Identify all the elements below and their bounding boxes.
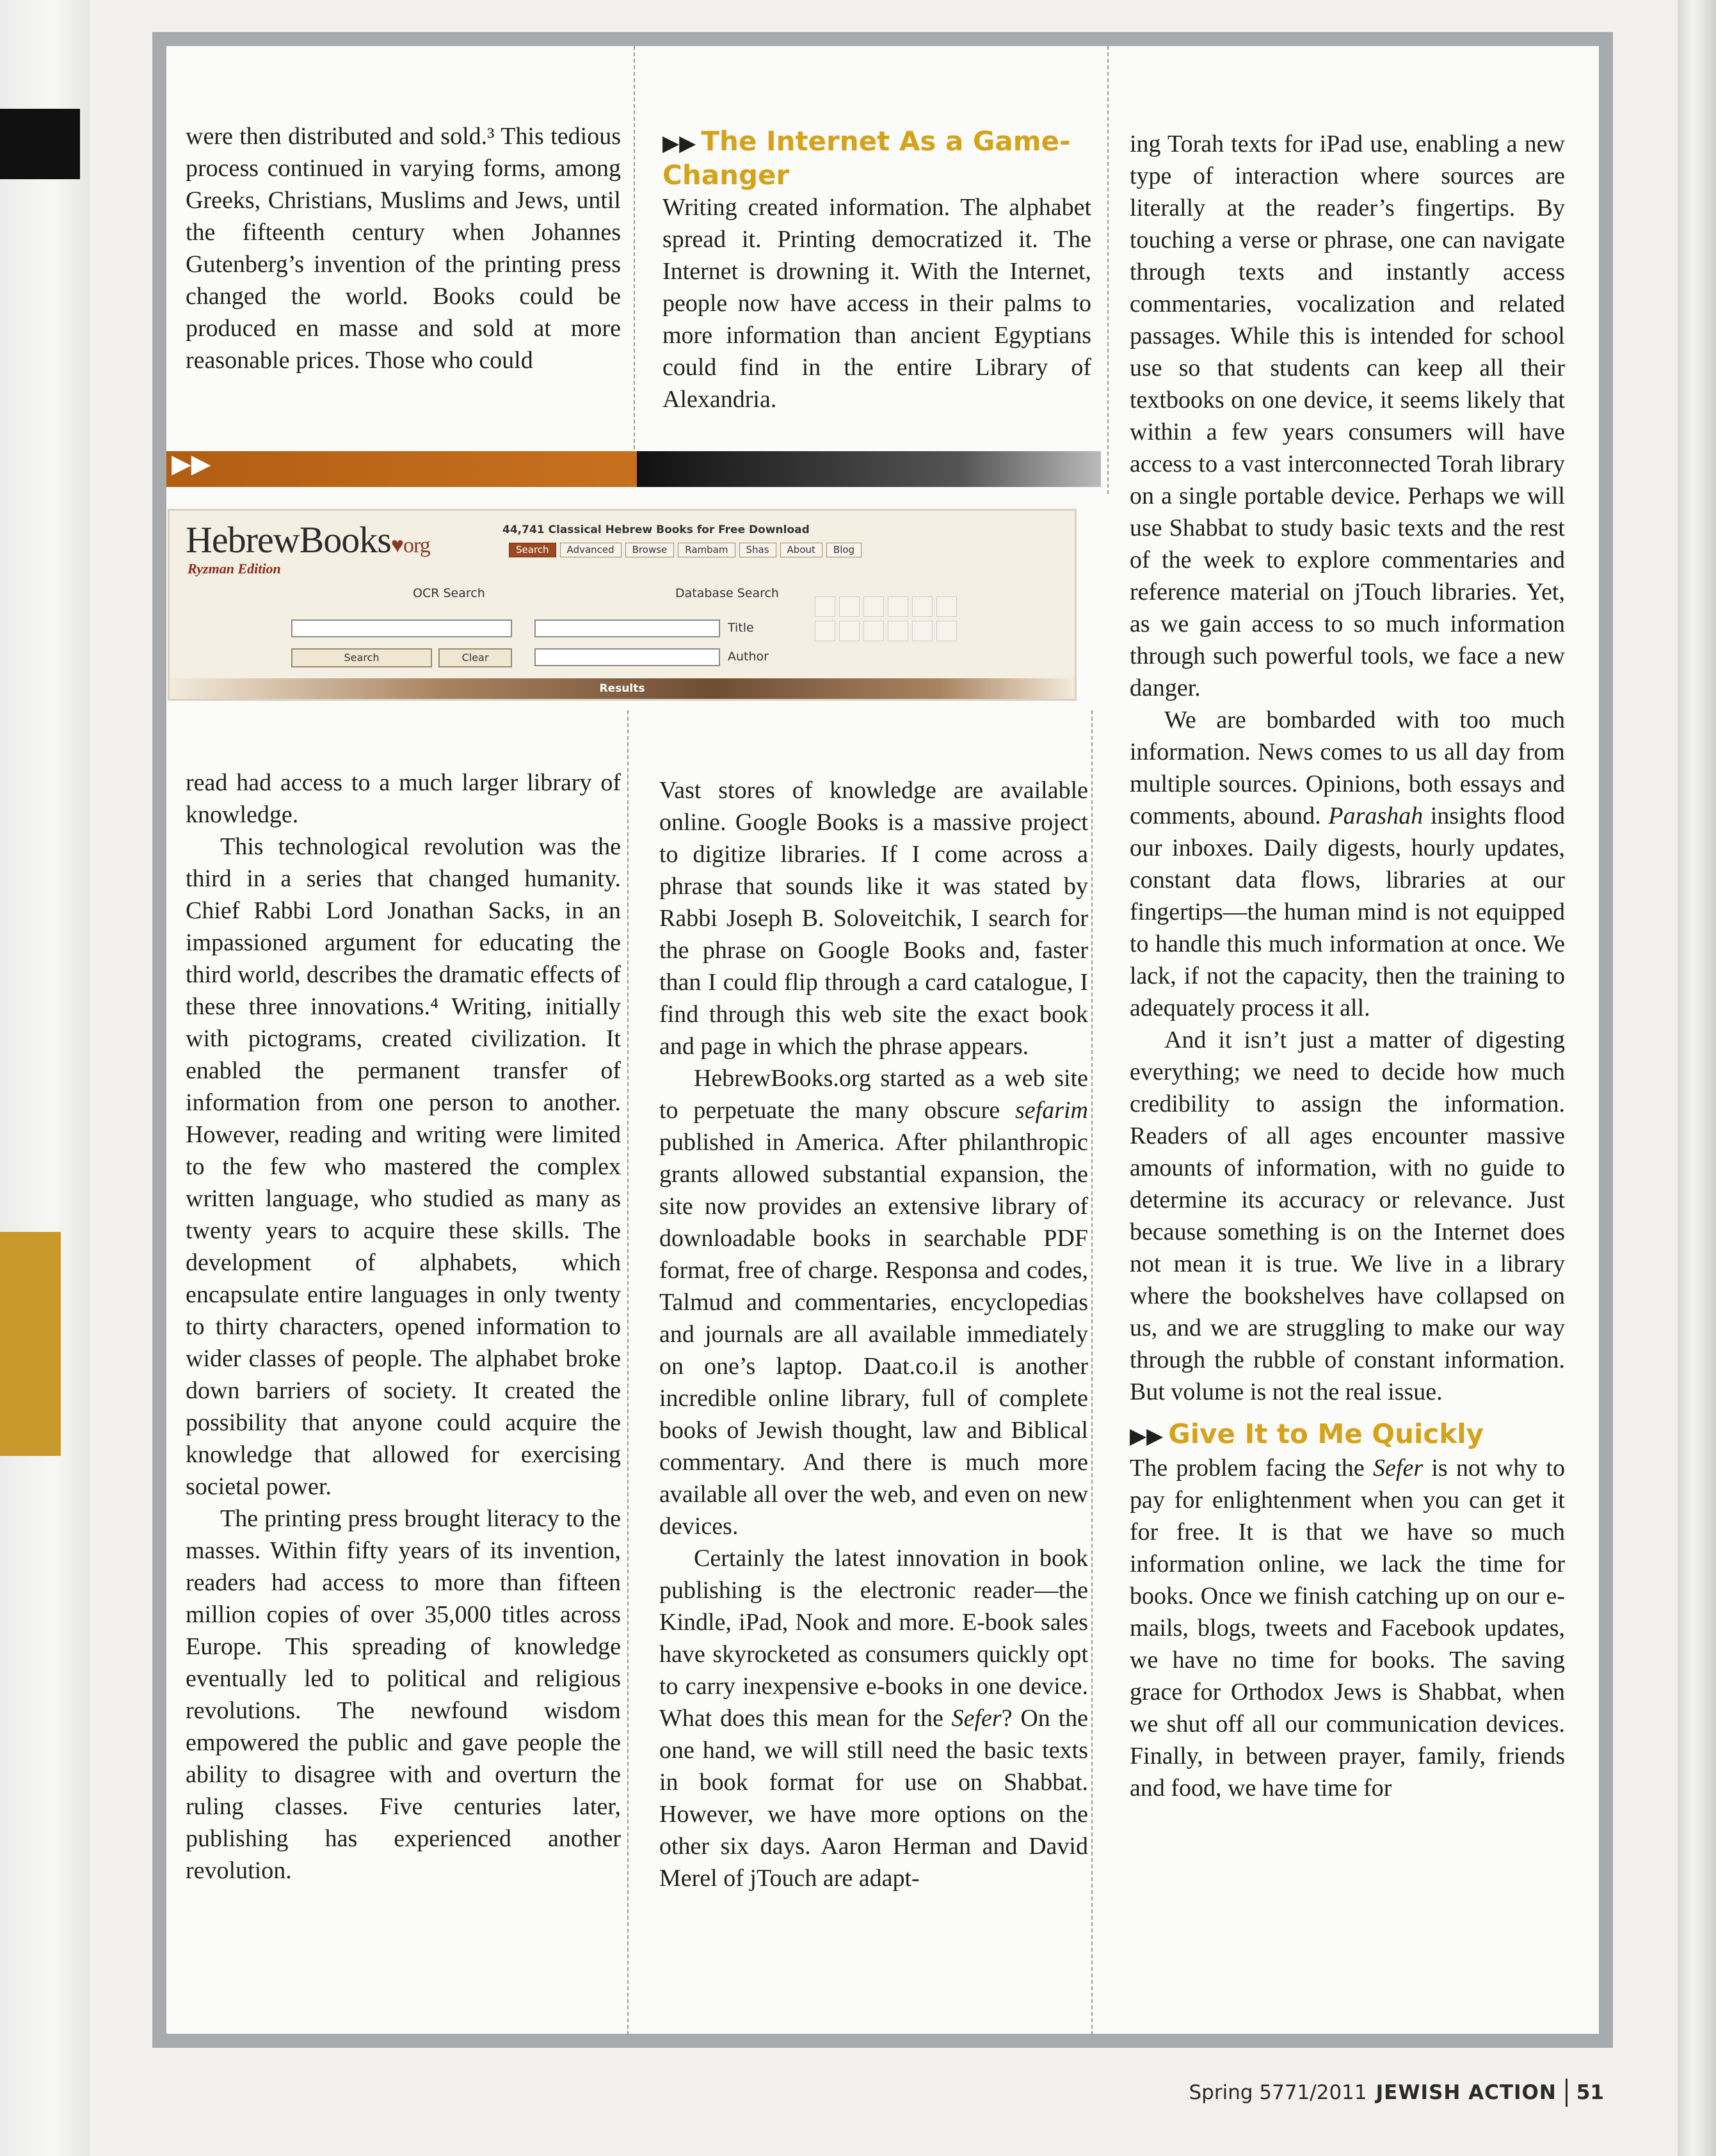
clear-button[interactable]: Clear: [438, 648, 512, 667]
column-rule: [627, 710, 629, 2035]
section-heading: [1130, 1418, 1565, 1452]
text-run: ? On the one hand, we will still need the basic texts in book format for use on Shabbat. However, we have more options on the other six days. Aaron Herman and David Merel of jTouch are adapt-: [659, 1705, 1088, 1892]
column-2-top: [662, 125, 1091, 415]
paragraph: The printing press brought literacy to the masses. Within fifty years of its invention, readers had access to more than fifteen million copies of over 35,000 titles across Europe. This spreading of knowledge eventually led to political and religious revolutions. The newfound wisdom empowered the public and gave people the ability to disagree with and overturn the ruling classes. Five centuries later, publishing has experienced another revolution.: [186, 1505, 621, 1884]
site-logo: [186, 518, 430, 561]
column-1-bottom: [186, 767, 621, 1887]
keyboard-key[interactable]: [863, 596, 884, 617]
keyboard-key[interactable]: [863, 621, 884, 641]
italic-term: Sefer: [1373, 1455, 1423, 1481]
ocr-search-label: OCR Search: [413, 586, 485, 600]
double-arrow-icon: ▶▶: [1130, 1423, 1164, 1449]
ocr-search-input[interactable]: [291, 619, 512, 637]
tab-blog[interactable]: Blog: [826, 543, 862, 557]
paragraph: [659, 1542, 1088, 1894]
paragraph: This technological revolution was the third in a series that changed humanity. Chief Rabbi Lord Jonathan Sacks, in an impassioned argument for educating the third world, describes the dramatic effects of these three innovations.⁴ Writing, initially with pictograms, created civilization. It enabled the permanent transfer of information from one person to another. However, reading and writing were limited to the few who mastered the complex written language, who studied as many as twenty years to acquire these skills. The development of alphabets, which encapsulate entire languages in only twenty to thirty characters, opened information to wider classes of people. The alphabet broke down barriers of society. It created the possibility that anyone could acquire the knowledge that allowed for exercising societal power.: [186, 833, 621, 1500]
site-tabs: [509, 543, 862, 557]
banner-bar: [166, 451, 637, 487]
tab-browse[interactable]: Browse: [625, 543, 675, 557]
black-edge-tab: [0, 109, 80, 179]
paragraph: were then distributed and sold.³ This tedious process continued in varying forms, among Greeks, Christians, Muslims and Jews, until the fifteenth century when Johannes Gutenberg’s invention of the printing press changed the world. Books could be produced en masse and sold at more reasonable prices. Those who could: [186, 123, 621, 374]
paragraph: And it isn’t just a matter of digesting everything; we need to decide how much credibility to assign the information. Readers of all ages encounter massive amounts of information, with no guide to determine its accuracy or relevance. Just because something is on the Internet does not mean it is true. We live in a library where the bookshelves have collapsed on us, and we are struggling to make our way through the rubble of constant information. But volume is not the real issue.: [1130, 1026, 1565, 1405]
logo-org: org: [403, 534, 430, 557]
column-3: [1130, 128, 1565, 1804]
keyboard-row: [815, 596, 1064, 617]
tab-shas[interactable]: Shas: [739, 543, 776, 557]
paragraph: Writing created information. The alphabet spread it. Printing democratized it. The Internet is drowning it. With the Internet, people now have access in their palms to more information than ancient Egyptians could find in the entire Library of Alexandria.: [662, 194, 1091, 413]
hebrewbooks-screenshot: [168, 509, 1077, 701]
paragraph: ing Torah texts for iPad use, enabling a new type of interaction where sources are literally at the reader’s fingertips. By touching a verse or phrase, one can navigate through texts and instantly access commentaries, vocalization and related passages. While this is intended for school use so that students can keep all their textbooks on one device, it seems likely that within a few years consumers will have access to a vast interconnected Torah library on a single portable device. Perhaps we will use Shabbat to study basic texts and the rest of the week to explore commentaries and reference material on jTouch libraries. Yet, as we gain access to so much information through such powerful tools, we face a new danger.: [1130, 131, 1565, 701]
title-label: Title: [728, 621, 754, 635]
site-tagline: 44,741 Classical Hebrew Books for Free Download: [502, 523, 810, 536]
previous-page-edge: [0, 0, 90, 2156]
search-button[interactable]: Search: [291, 648, 432, 667]
paragraph: read had access to a much larger library of knowledge.: [186, 769, 621, 828]
page-number: 51: [1576, 2081, 1604, 2104]
issue-date: Spring 5771/2011: [1189, 2081, 1367, 2104]
page-right-edge: [1678, 0, 1716, 2156]
page-footer: [1189, 2079, 1605, 2107]
text-run: published in America. After philanthropic grants allowed substantial expansion, the site now provides an extensive library of downloadable books in searchable PDF format, free of charge. Responsa and codes, Talmud and commentaries, encyclopedias and journals are all available immediately on one’s laptop. Daat.co.il is another incredible online library, full of complete books of Jewish thought, law and Biblical commentary. And there is much more available all over the web, and even on new devices.: [659, 1129, 1088, 1540]
tab-search[interactable]: Search: [509, 543, 556, 557]
heading-text: Give It to Me Quickly: [1168, 1418, 1484, 1449]
keyboard-key[interactable]: [912, 621, 933, 641]
database-search-label: Database Search: [675, 586, 779, 600]
paragraph: [1130, 1452, 1565, 1804]
keyboard-key[interactable]: [936, 596, 957, 617]
text-run: Certainly the latest innovation in book publishing is the electronic reader—the Kindle, iPad, Nook and more. E-book sales have skyrocketed as consumers quickly opt to carry inexpensive e-books in one device. What does this mean for the: [659, 1545, 1088, 1732]
author-input[interactable]: [534, 648, 720, 666]
keyboard-key[interactable]: [839, 621, 860, 641]
text-run: is not why to pay for enlightenment when you can get it for free. It is that we have so much information online, we lack the time for books. Once we finish catching up on our e-mails, blogs, tweets and Facebook updates, we have no time for books. The saving grace for Orthodox Jews is Shabbat, when we shut off all our communication devices. Finally, in between prayer, family, friends and food, we have time for: [1130, 1455, 1565, 1801]
column-rule: [1107, 46, 1109, 494]
text-run: We are bombarded with too much information. News comes to us all day from multiple sources. Opinions, both essays and comments, abound.: [1130, 707, 1565, 829]
italic-term: Sefer: [951, 1705, 1002, 1732]
magazine-name: JEWISH ACTION: [1375, 2081, 1557, 2104]
keyboard-key[interactable]: [888, 621, 908, 641]
double-arrow-icon: ▶▶: [662, 131, 696, 156]
results-bar: Results: [170, 678, 1075, 699]
keyboard-row: [815, 621, 1064, 641]
text-run: The problem facing the: [1130, 1455, 1374, 1481]
double-arrow-icon: ▶▶: [172, 449, 211, 479]
column-1-top: [186, 120, 621, 376]
keyboard-key[interactable]: [888, 596, 908, 617]
keyboard-key[interactable]: [839, 596, 860, 617]
italic-term: sefarim: [1015, 1097, 1088, 1124]
tab-rambam[interactable]: Rambam: [678, 543, 735, 557]
keyboard-key[interactable]: [912, 596, 933, 617]
column-2-bottom: [659, 774, 1088, 1894]
footer-divider: [1566, 2079, 1568, 2107]
keyboard-key[interactable]: [936, 621, 957, 641]
title-input[interactable]: [534, 619, 720, 637]
logo-subtitle: Ryzman Edition: [188, 561, 281, 577]
paragraph: [659, 1062, 1088, 1542]
keyboard-key[interactable]: [815, 596, 835, 617]
paragraph: Vast stores of knowledge are available online. Google Books is a massive project to digitize libraries. If I come across a phrase that sounds like it was stated by Rabbi Joseph B. Soloveitchik, I search for the phrase on Google Books and, faster than I could flip through a card catalogue, I find through this web site the exact book and page in which the phrase appears.: [659, 777, 1088, 1060]
virtual-keyboard: [815, 593, 1064, 663]
text-run: HebrewBooks.org started as a web site to perpetuate the many obscure: [659, 1065, 1088, 1124]
text-run: insights flood our inboxes. Daily digests, hourly updates, constant data flows, libraries at our fingertips—the human mind is not equipped to handle this much information at once. We lack, if not the capacity, then the training to adequately process it all.: [1130, 803, 1565, 1021]
column-rule: [634, 46, 635, 462]
heart-icon: ♥: [390, 534, 404, 557]
tab-about[interactable]: About: [780, 543, 822, 557]
tab-advanced[interactable]: Advanced: [560, 543, 621, 557]
section-heading: [662, 125, 1091, 191]
column-rule: [1091, 710, 1093, 2035]
italic-term: Parashah: [1328, 803, 1423, 829]
paragraph: [1130, 704, 1565, 1024]
banner-bar-dark: [637, 451, 1101, 487]
logo-text: HebrewBooks: [186, 519, 391, 561]
gold-edge-tab: [0, 1232, 61, 1456]
keyboard-key[interactable]: [815, 621, 835, 641]
author-label: Author: [728, 650, 769, 664]
heading-text: The Internet As a Game-Changer: [662, 125, 1071, 191]
